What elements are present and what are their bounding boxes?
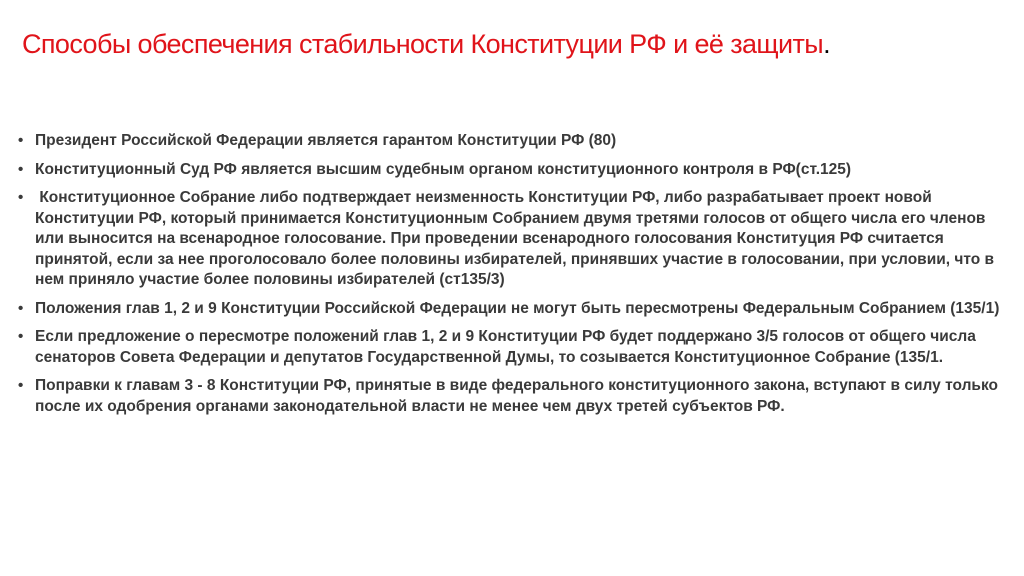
bullet-text: Если предложение о пересмотре положений глав 1, 2 и 9 Конституции РФ будет поддержано 3/5 голосов от общего числа сенаторов Совета Федерации и депутатов Государственной Думы, то созывается Конституционное Собрание (135/1. [35, 328, 976, 366]
bullet-text: Конституционное Собрание либо подтверждает неизменность Конституции РФ, либо разрабатывает проект новой Конституции РФ, который принимается Конституционным Собранием двумя третями голосов от общего числа его членов или выносится на всенародное голосование. При проведении всенародного голосования Конституция РФ считается принятой, если за нее проголосовало более половины избирателей, принявших участие в голосовании, при условии, что в нем приняло участие более половины избирателей (ст135/3) [35, 189, 999, 288]
slide-title [22, 22, 1012, 66]
bullet-list [18, 131, 1008, 425]
bullet-item-president [18, 131, 1008, 152]
bullet-icon: • [18, 377, 24, 394]
bullet-text: Конституционный Суд РФ является высшим судебным органом конституционного контроля в РФ(ст.125) [35, 160, 852, 178]
bullet-text: Положения глав 1, 2 и 9 Конституции Российской Федерации не могут быть пересмотрены Федеральным Собранием (135/1) [35, 299, 1000, 317]
bullet-item-amendments-3-8 [18, 376, 1008, 417]
slide-title-period: . [823, 29, 831, 59]
bullet-icon: • [18, 189, 24, 206]
bullet-icon: • [18, 299, 24, 317]
bullet-item-constitutional-assembly [18, 188, 1008, 291]
slide-title-text: Способы обеспечения стабильности Конституции РФ и её защиты [22, 29, 824, 59]
bullet-item-chapters-1-2-9 [18, 299, 1008, 320]
bullet-item-constitutional-court [18, 160, 1008, 181]
bullet-icon: • [18, 160, 24, 178]
bullet-text: Поправки к главам 3 - 8 Конституции РФ, принятые в виде федерального конституционного закона, вступают в силу только после их одобрения органами законодательной власти не менее чем двух третей субъектов РФ. [35, 377, 998, 415]
bullet-text: Президент Российской Федерации является гарантом Конституции РФ (80) [35, 132, 617, 149]
bullet-icon: • [18, 328, 24, 345]
bullet-icon: • [18, 132, 24, 149]
bullet-item-revision-proposal [18, 327, 1008, 368]
